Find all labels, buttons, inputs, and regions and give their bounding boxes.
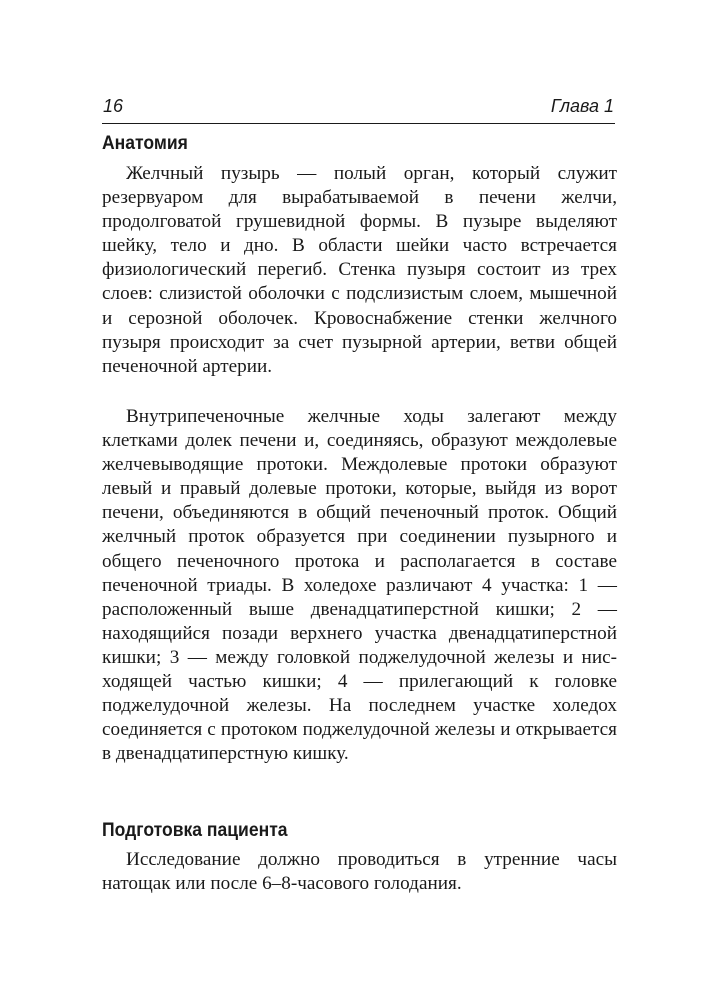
page-number: 16 <box>103 96 124 116</box>
preparation-paragraph: Исследование должно проводиться в утренние часы натощак или после 6–8-часового голодания. <box>102 849 617 895</box>
anatomy-paragraph-2: Внутрипеченочные желчные ходы залегают между клетками долек печени и, соединяясь, образуют междолевые желчевыводящие протоки. Междолевые протоки образуют левый и правый долевые протоки, которые, выйдя из ворот печени, объединяются в общий печеночный проток. Общий желчный проток образуется при соединении пузырного и общего печеночного протока и располагается в составе печеночной триады. В холедохе различают 4 участка: 1 — расположенный выше двенадцатиперстной кишки; 2 — находящийся позади верхнего участка двенадцатиперстной кишки; 3 — между головкой поджелудочной железы и нисходящей частью кишки; 4 — прилегающий к головке поджелудочной железы. На последнем участке холедох соединяется с протоком поджелудочной железы и открывается в двенадцатиперстную кишку. <box>102 406 617 765</box>
section-heading-patient-preparation: Подготовка пациента <box>102 819 288 841</box>
anatomy-paragraph-1: Желчный пузырь — полый орган, который служит резервуаром для вырабатываемой в печени желчи, продолговатой грушевидной формы. В пузыре выделяют шейку, тело и дно. В области шейки часто встречается физиологический перегиб. Стенка пузыря состоит из трех слоев: слизистой оболочки с подслизистым слоем, мышечной и серозной оболочек. Кровоснабжение стенки желчного пузыря происходит за счет пузырной артерии, ветви общей печеночной артерии. <box>102 163 617 377</box>
chapter-title: Глава 1 <box>550 96 614 116</box>
running-header <box>102 93 615 124</box>
section-heading-anatomy: Анатомия <box>102 132 188 154</box>
